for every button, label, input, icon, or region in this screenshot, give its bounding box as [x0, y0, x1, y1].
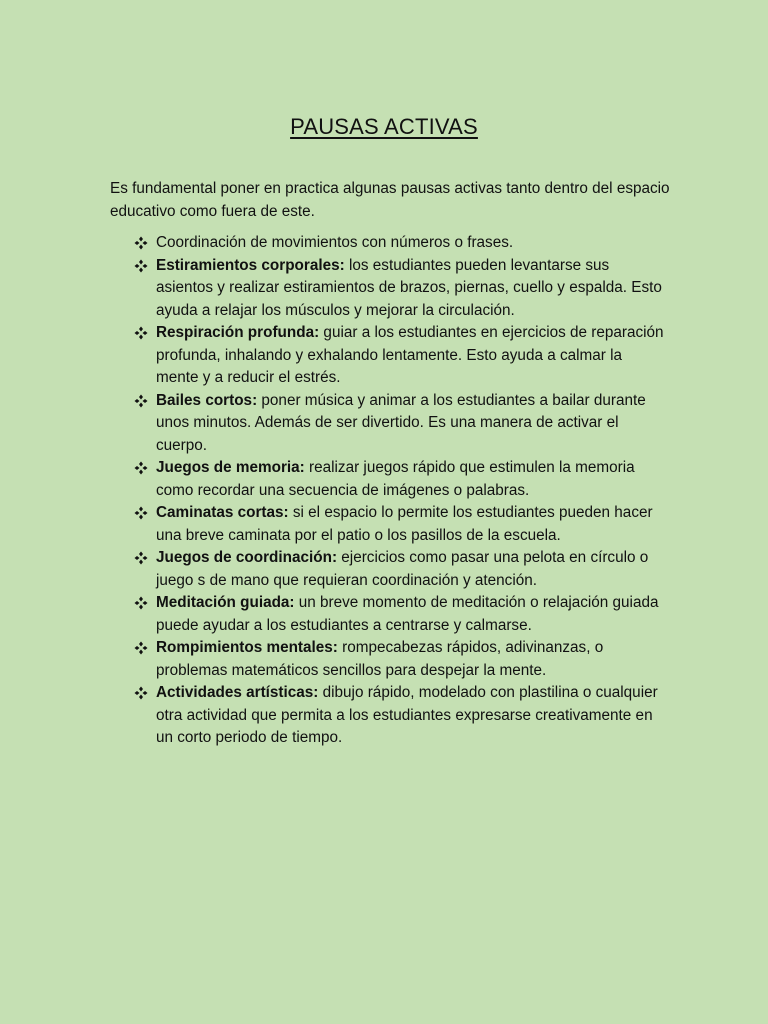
diamond-bullet-icon [134, 326, 148, 340]
list-item [134, 637, 664, 682]
item-text: si el espacio lo permite los estudiantes pueden hacer una breve caminata por el patio o los pasillos de la escuela. [156, 504, 653, 544]
item-term: Juegos de coordinación: [156, 549, 338, 566]
list-item [134, 457, 664, 502]
item-text: rompecabezas rápidos, adivinanzas, o problemas matemáticos sencillos para despejar la mente. [156, 639, 604, 679]
diamond-bullet-icon [134, 686, 148, 700]
list-item [134, 390, 664, 458]
diamond-bullet-icon [134, 506, 148, 520]
item-term: Meditación guiada: [156, 594, 295, 611]
activity-list [134, 232, 664, 750]
item-text: realizar juegos rápido que estimulen la memoria como recordar una secuencia de imágenes o palabras. [156, 459, 635, 499]
diamond-bullet-icon [134, 394, 148, 408]
item-text: los estudiantes pueden levantarse sus asientos y realizar estiramientos de brazos, piernas, cuello y espalda. Esto ayuda a relajar los músculos y mejorar la circulación. [156, 256, 662, 319]
diamond-bullet-icon [134, 461, 148, 475]
intro-paragraph: Es fundamental poner en practica algunas pausas activas tanto dentro del espacio educativo como fuera de este. [110, 180, 670, 220]
diamond-bullet-icon [134, 551, 148, 565]
item-term: Bailes cortos: [156, 391, 258, 409]
list-item [134, 502, 664, 547]
list-item [134, 592, 664, 637]
page-title: PAUSAS ACTIVAS [290, 114, 478, 139]
diamond-bullet-icon [134, 236, 148, 250]
list-item [134, 547, 664, 592]
item-term: Respiración profunda: [156, 324, 320, 341]
list-item [134, 682, 664, 750]
item-term: Estiramientos corporales: [156, 256, 345, 274]
item-term: Actividades artísticas: [156, 684, 319, 701]
item-text: ejercicios como pasar una pelota en círculo o juego s de mano que requieran coordinación y atención. [156, 549, 649, 589]
item-term: Rompimientos mentales: [156, 639, 338, 656]
item-text: un breve momento de meditación o relajación guiada puede ayudar a los estudiantes a centrarse y calmarse. [156, 594, 659, 634]
diamond-bullet-icon [134, 641, 148, 655]
list-item [134, 232, 664, 255]
item-term: Caminatas cortas: [156, 504, 289, 521]
diamond-bullet-icon [134, 259, 148, 273]
diamond-bullet-icon [134, 596, 148, 610]
list-item [134, 255, 664, 323]
item-text: dibujo rápido, modelado con plastilina o cualquier otra actividad que permita a los estudiantes expresarse creativamente en un corto periodo de tiempo. [156, 684, 658, 746]
item-term: Juegos de memoria: [156, 459, 305, 476]
item-text: guiar a los estudiantes en ejercicios de reparación profunda, inhalando y exhalando lentamente. Esto ayuda a calmar la mente y a reducir el estrés. [156, 324, 664, 386]
list-item [134, 322, 664, 390]
item-text: poner música y animar a los estudiantes a bailar durante unos minutos. Además de ser divertido. Es una manera de activar el cuerpo. [156, 391, 646, 454]
item-text: Coordinación de movimientos con números o frases. [156, 234, 514, 251]
